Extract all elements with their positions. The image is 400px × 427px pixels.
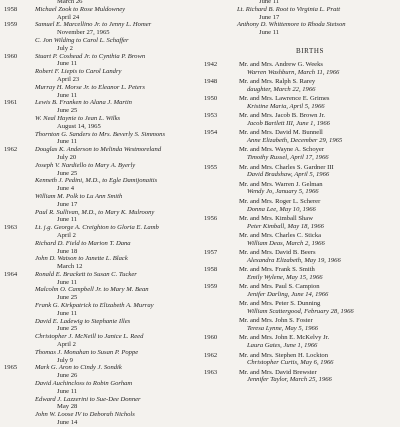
couple-names: Thornton G. Sanders to Mrs. Beverly S. Simmons — [35, 130, 166, 138]
child-name-date: William Deas, March 2, 1966 — [247, 239, 325, 247]
entry-text — [31, 224, 200, 240]
entry-text — [233, 181, 396, 197]
class-year: 1958 — [4, 5, 18, 13]
birth-entry — [204, 112, 396, 128]
class-year: 1960 — [4, 52, 18, 60]
entry-text — [31, 349, 200, 365]
entry-text — [233, 129, 396, 145]
couple-names: C. Jon Wilding to Carol L. Schaffer — [35, 36, 129, 44]
marriage-date: June 11 — [259, 0, 280, 5]
class-year: 1942 — [204, 60, 218, 68]
class-year: 1959 — [4, 21, 18, 29]
entry-text — [31, 193, 200, 209]
couple-names: Anthony D. Whittemore to Rhoda Stetson — [237, 21, 346, 29]
marriage-date: June 25 — [57, 169, 78, 177]
marriage-entry — [4, 224, 200, 240]
marriage-date: June 11 — [259, 29, 280, 37]
entry-text — [233, 21, 396, 37]
marriage-date: June 26 — [57, 372, 78, 380]
child-name-date: William Scattergood, February 28, 1966 — [247, 308, 354, 316]
class-year: 1953 — [204, 112, 218, 120]
marriage-entry — [4, 193, 200, 209]
birth-entry — [204, 146, 396, 162]
parents-names: Mr. and Mrs. John E. McKelvy Jr. — [239, 334, 330, 342]
marriage-entry — [4, 115, 200, 131]
class-year: 1960 — [204, 334, 218, 342]
child-name-date: daughter, March 22, 1966 — [247, 85, 316, 93]
class-year: 1954 — [204, 129, 218, 137]
marriage-date: June 25 — [57, 294, 78, 302]
class-year: 1959 — [204, 283, 218, 291]
child-name-date: Jennifer Taylor, March 25, 1966 — [247, 376, 332, 384]
birth-entry — [204, 283, 396, 299]
entry-text — [31, 271, 200, 287]
birth-entry — [204, 232, 396, 248]
parents-names: Mr. and Mrs. Ralph S. Rarey — [239, 78, 316, 86]
entry-text — [233, 369, 396, 385]
class-year: 1956 — [204, 214, 218, 222]
entry-text — [233, 334, 396, 350]
couple-names: Lt. Richard B. Root to Virginia L. Pratt — [237, 5, 341, 13]
marriage-date: May 28 — [57, 403, 78, 411]
marriage-date: June 17 — [259, 13, 280, 21]
birth-entry — [204, 352, 396, 368]
class-year: 1955 — [204, 163, 218, 171]
marriage-entry — [4, 37, 200, 53]
marriage-entry — [4, 302, 200, 318]
couple-names: Samuel E. Marcellino Jr. to Jenny L. Homer — [35, 21, 152, 29]
class-year: 1948 — [204, 78, 218, 86]
birth-entry — [204, 78, 396, 94]
marriage-date: June 11 — [57, 138, 78, 146]
entry-text — [233, 6, 396, 22]
class-year: 1965 — [4, 364, 18, 372]
entry-text — [233, 146, 396, 162]
marriages-column — [4, 0, 200, 427]
entry-text — [233, 266, 396, 282]
couple-names: Malcolm O. Campbell Jr. to Mary M. Bean — [35, 286, 149, 294]
parents-names: Mr. and Mrs. Charles C. Sticka — [239, 231, 322, 239]
class-year: 1964 — [4, 270, 18, 278]
marriage-entry — [4, 240, 200, 256]
couple-names: Kenneth J. Pedini, M.D., to Egle Damijonaitis — [35, 177, 158, 185]
marriage-date: June 18 — [57, 247, 78, 255]
parents-names: Mr. and Mrs. David Brewster — [239, 368, 317, 376]
birth-entry — [204, 181, 396, 197]
parents-names: Mr. and Mrs. Lawrence E. Grimes — [239, 95, 330, 103]
birth-entry — [204, 61, 396, 77]
couple-names: William M. Polk to Lu Ann Smith — [35, 192, 123, 200]
entry-text — [31, 302, 200, 318]
right-column — [204, 0, 396, 386]
entry-text — [233, 317, 396, 333]
couple-names: David E. Ladewig to Stephanie Illes — [35, 317, 131, 325]
child-name-date: Anne Elizabeth, December 29, 1965 — [247, 137, 343, 145]
entry-text — [233, 164, 396, 180]
couple-names: David Auchincloss to Robin Gorham — [35, 380, 133, 388]
marriage-entry — [4, 131, 200, 147]
couple-names: Murray H. Morse Jr. to Eleanor L. Peters — [35, 83, 145, 91]
marriage-date: November 27, 1965 — [57, 29, 110, 37]
entry-text — [31, 177, 200, 193]
marriage-entry — [4, 380, 200, 396]
class-year: 1957 — [204, 249, 218, 257]
marriage-entry — [4, 396, 200, 412]
marriage-date: June 11 — [57, 60, 78, 68]
marriage-entry — [4, 333, 200, 349]
entry-text — [31, 37, 200, 53]
child-name-date: Teresa Lynne, May 5, 1966 — [247, 325, 319, 333]
marriage-date: June 11 — [57, 309, 78, 317]
marriage-entry — [4, 177, 200, 193]
birth-entry — [204, 300, 396, 316]
marriage-date: June 11 — [57, 387, 78, 395]
couple-names: W. Neal Haynie to Jean L. Wilks — [35, 114, 121, 122]
entry-text — [31, 411, 200, 427]
parents-names: Mr. and Mrs. David M. Bunnell — [239, 129, 323, 137]
entry-text — [31, 131, 200, 147]
marriage-date: April 2 — [57, 341, 76, 349]
entry-text — [31, 333, 200, 349]
couple-names: Richard D. Field to Marion T. Dana — [35, 239, 131, 247]
parents-names: Mr. and Mrs. Jacob B. Brown Jr. — [239, 112, 326, 120]
marriage-entry — [4, 364, 200, 380]
class-year: 1963 — [4, 224, 18, 232]
marriage-entry — [4, 68, 200, 84]
marriage-date: July 20 — [57, 153, 77, 161]
child-name-date: Jenifer Darling, June 14, 1966 — [247, 291, 329, 298]
parents-names: Mr. and Mrs. Charles S. Gardner III — [239, 163, 334, 171]
child-name-date: Alexandra Elizabeth, May 19, 1966 — [247, 256, 341, 264]
marriage-date: July 2 — [57, 44, 73, 52]
parents-names: Mr. and Mrs. David B. Beers — [239, 249, 316, 257]
couple-names: Lt. j.g. George A. Creighton to Gloria E. Lamb — [35, 224, 159, 232]
birth-entry — [204, 215, 396, 231]
marriage-entry — [4, 53, 200, 69]
couple-names: Ronald E. Brackett to Susan C. Tucker — [35, 270, 137, 278]
couple-names: Frank G. Kirkpatrick to Elizabeth A. Murray — [35, 302, 154, 310]
marriage-date: April 2 — [57, 231, 76, 239]
class-year: 1958 — [204, 266, 218, 274]
marriage-date: April 24 — [57, 13, 80, 21]
couple-names: Christopher J. McNeill to Janice L. Reed — [35, 333, 144, 341]
marriage-entry — [4, 146, 200, 162]
child-name-date: Kristine Maria, April 5, 1966 — [247, 102, 325, 110]
marriage-entry — [204, 6, 396, 22]
child-name-date: Jacob Bartlett III, June 1, 1966 — [247, 120, 330, 128]
marriage-entry — [4, 318, 200, 334]
entry-text — [233, 95, 396, 111]
entry-text — [31, 286, 200, 302]
child-name-date: David Bradshaw, April 5, 1966 — [247, 171, 330, 179]
marriage-entry — [4, 84, 200, 100]
couple-names: Thomas J. Monahan to Susan P. Poppe — [35, 348, 139, 356]
marriage-date: July 9 — [57, 356, 73, 364]
entry-text — [233, 249, 396, 265]
child-name-date: Donna Lee, May 10, 1966 — [247, 205, 316, 213]
couple-names: Mark G. Aron to Cindy J. Sondik — [35, 364, 122, 372]
births-list — [204, 61, 396, 384]
marriage-entry — [4, 411, 200, 427]
entry-text — [31, 396, 200, 412]
entry-text — [233, 215, 396, 231]
couple-names: Stuart P. Coshead Jr. to Cynthia P. Brown — [35, 52, 146, 60]
entry-text — [233, 112, 396, 128]
marriage-date: June 17 — [57, 200, 78, 208]
couple-names: John W. Loose IV to Deborah Nichols — [35, 411, 135, 419]
births-heading: BIRTHS — [295, 46, 325, 55]
child-name-date: Emily Wylene, May 15, 1966 — [247, 273, 323, 281]
couple-names: Douglas K. Anderson to Melinda Westmoreland — [35, 146, 162, 154]
entry-text — [31, 318, 200, 334]
couple-names: Paul R. Sullivan, M.D., to Mary K. Mulroony — [35, 208, 155, 216]
couple-names: John D. Watson to Janette L. Black — [35, 255, 128, 263]
child-name-date: Timothy Russel, April 17, 1966 — [247, 154, 329, 162]
entry-text — [31, 21, 200, 37]
marriage-date: March 12 — [57, 263, 83, 271]
entry-text — [31, 255, 200, 271]
entry-text — [31, 99, 200, 115]
entry-text — [31, 146, 200, 162]
class-year: 1963 — [204, 368, 218, 376]
birth-entry — [204, 249, 396, 265]
parents-names: Mr. and Mrs. Stephen H. Lockton — [239, 351, 329, 359]
birth-entry — [204, 317, 396, 333]
marriage-entry — [4, 21, 200, 37]
parents-names: Mr. and Mrs. Andrew G. Weeks — [239, 60, 323, 68]
marriages-continued — [204, 0, 396, 37]
marriage-date: June 14 — [57, 419, 78, 427]
birth-entry — [204, 198, 396, 214]
parents-names: Mr. and Mrs. John S. Foster — [239, 317, 313, 325]
entry-text — [233, 300, 396, 316]
entry-text — [31, 68, 200, 84]
marriage-date: June 25 — [57, 107, 78, 115]
child-name-date: Wendy Jo, January 5, 1966 — [247, 188, 319, 196]
couple-names: Lewis B. Franken to Alana J. Martin — [35, 99, 132, 107]
couple-names: Joseph V. Nardiello to Mary A. Byerly — [35, 161, 136, 169]
couple-names: Edward J. Lazzerini to Sue-Dee Donner — [35, 395, 141, 403]
marriage-entry — [4, 6, 200, 22]
entry-text — [31, 162, 200, 178]
entry-text — [31, 209, 200, 225]
marriage-date: August 14, 1965 — [57, 122, 101, 130]
entry-text — [31, 380, 200, 396]
marriage-entry — [204, 21, 396, 37]
entry-text — [31, 53, 200, 69]
entry-text — [31, 240, 200, 256]
birth-entry — [204, 129, 396, 145]
entry-text — [233, 78, 396, 94]
class-year: 1961 — [4, 99, 18, 107]
marriage-date: June 11 — [57, 278, 78, 286]
entry-text — [31, 6, 200, 22]
entry-text — [233, 283, 396, 299]
entry-text — [31, 115, 200, 131]
birth-entry — [204, 164, 396, 180]
marriage-date: June 11 — [57, 216, 78, 224]
class-year: 1962 — [204, 351, 218, 359]
parents-names: Mr. and Mrs. Wayne A. Schoyer — [239, 146, 325, 154]
marriage-entry — [4, 255, 200, 271]
couple-names: Robert F. Liepis to Carol Landry — [35, 68, 122, 76]
parents-names: Mr. and Mrs. Paul S. Campion — [239, 283, 320, 291]
parents-names: Mr. and Mrs. Peter S. Dunning — [239, 300, 321, 308]
entry-text — [233, 352, 396, 368]
entry-text — [31, 364, 200, 380]
marriage-entry — [4, 99, 200, 115]
marriage-date: April 23 — [57, 75, 80, 83]
marriage-entry — [4, 271, 200, 287]
parents-names: Mr. and Mrs. Warren J. Gelman — [239, 180, 323, 188]
marriage-entry — [4, 349, 200, 365]
marriage-entry — [4, 162, 200, 178]
birth-entry — [204, 95, 396, 111]
child-name-date: Christopher Curtis, May 6, 1966 — [247, 359, 334, 367]
entry-text — [31, 84, 200, 100]
child-name-date: Peter Kimball, May 18, 1966 — [247, 222, 324, 230]
birth-entry — [204, 369, 396, 385]
marriage-date: June 4 — [57, 185, 75, 193]
marriage-entry — [4, 286, 200, 302]
birth-entry — [204, 266, 396, 282]
child-name-date: Laura Gates, June 1, 1966 — [247, 342, 318, 350]
couple-names: Michael Zook to Rose Muldowney — [35, 5, 126, 13]
entry-text — [233, 61, 396, 77]
parents-names: Mr. and Mrs. Roger L. Scherer — [239, 197, 321, 205]
entry-text — [233, 198, 396, 214]
class-year: 1950 — [204, 95, 218, 103]
marriage-date: March 26 — [57, 0, 83, 5]
class-year: 1962 — [4, 146, 18, 154]
birth-entry — [204, 334, 396, 350]
parents-names: Mr. and Mrs. Kimball Shaw — [239, 214, 313, 222]
entry-text — [233, 232, 396, 248]
marriage-date: June 25 — [57, 325, 78, 333]
marriage-date: June 11 — [57, 91, 78, 99]
child-name-date: Warren Washburn, March 11, 1966 — [247, 68, 340, 76]
parents-names: Mr. and Mrs. Frank S. Smith — [239, 266, 315, 274]
marriage-entry — [4, 209, 200, 225]
